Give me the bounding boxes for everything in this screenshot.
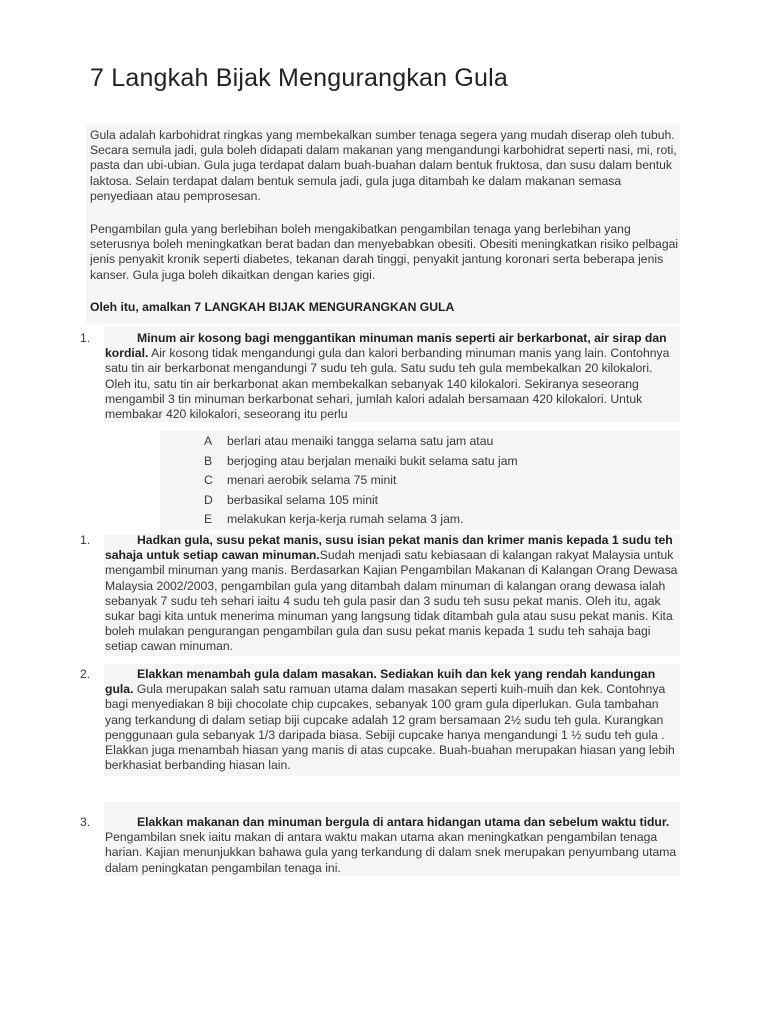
option-text: berlari atau menaiki tangga selama satu jam atau [227, 434, 494, 448]
option-text: berjoging atau berjalan menaiki bukit selama satu jam [227, 453, 518, 468]
intro-paragraph-1: Gula adalah karbohidrat ringkas yang membekalkan sumber tenaga segera yang mudah diserap oleh tubuh. Secara semula jadi, gula boleh didapati dalam makanan yang mengandungi karbohidrat seperti nasi, mi, roti, pasta dan ubi-ubian. Gula juga terdapat dalam buah-buahan dalam bentuk fruktosa, dan susu dalam bentuk laktosa. Selain terdapat dalam bentuk semula jadi, gula juga ditambah ke dalam makanan semasa penyediaan atau pemprosesan. [90, 128, 677, 203]
list-item-body [105, 533, 680, 655]
list-item [80, 533, 680, 655]
intro-paragraph-2: Pengambilan gula yang berlebihan boleh mengakibatkan pengambilan tenaga yang berlebihan yang seterusnya boleh meningkatkan berat badan dan menyebabkan obesiti. Obesiti meningkatkan risiko pelbagai jenis penyakit kronik seperti diabetes, tekanan darah tinggi, penyakit jantung koronari serta beberapa jenis kanser. Gula juga boleh dikaitkan dengan karies gigi. [90, 222, 679, 282]
lead-heading: Oleh itu, amalkan 7 LANGKAH BIJAK MENGURANGKAN GULA [90, 300, 455, 314]
page-title: 7 Langkah Bijak Mengurangkan Gula [90, 64, 508, 92]
list-item [80, 667, 680, 773]
list-item-text: Pengambilan snek iaitu makan di antara waktu makan utama akan meningkatkan pengambilan tenaga harian. Kajian menunjukkan bahawa gula yang terkandung di dalam snek merupakan penyumbang utama dalam peningkatan pengambilan tenaga ini. [105, 830, 677, 875]
list-item-text: Air kosong tidak mengandungi gula dan kalori berbanding minuman manis yang lain. Contohnya satu tin air berkarbonat mengandungi 7 sudu teh gula. Satu sudu teh gula membekalkan 20 kilokalori. Oleh itu, satu tin air berkarbonat akan membekalkan sebanyak 140 kilokalori. Sekiranya seseorang mengambil 3 tin minuman berkarbonat sehari, jumlah kalori adalah bersamaan 420 kilokalori. Untuk membakar 420 kilokalori, seseorang itu perlu [105, 346, 670, 422]
option-text: berbasikal selama 105 minit [227, 492, 379, 507]
option-item [204, 491, 604, 511]
list-item-number: 1. [80, 331, 91, 345]
list-item-heading: Minum air kosong bagi menggantikan minuman manis seperti air berkarbonat, air sirap dan kordial. [105, 331, 667, 361]
list-item-body [105, 815, 680, 876]
option-item [204, 432, 604, 452]
list-item-number: 3. [80, 815, 91, 829]
option-letter: B [204, 453, 213, 468]
list-item-number: 2. [80, 667, 91, 681]
list-item-heading: Elakkan menambah gula dalam masakan. Sediakan kuih dan kek yang rendah kandungan gula. [105, 667, 656, 697]
list-item-text: Gula merupakan salah satu ramuan utama dalam masakan seperti kuih-muih dan kek. Contohnya bagi menyediakan 8 biji chocolate chip cupcakes, sebanyak 100 gram gula diperlukan. Gula tambahan yang terkandung di dalam setiap biji cupcake adalah 12 gram bersamaan 2½ sudu teh gula. Kurangkan penggunaan gula sebanyak 1/3 daripada biasa. Sebiji cupcake hanya mengandungi 1 ½ sudu teh gula . Elakkan juga menambah hiasan yang manis di atas cupcake. Buah-buahan merupakan hiasan yang lebih berkhasiat berbanding hiasan lain. [105, 682, 675, 773]
option-letter: E [204, 512, 213, 527]
list-item-number: 1. [80, 533, 91, 547]
option-letter: C [204, 473, 213, 488]
list-item [80, 331, 680, 422]
list-item-heading: Hadkan gula, susu pekat manis, susu isian pekat manis dan krimer manis kepada 1 sudu teh sahaja untuk setiap cawan minuman. [105, 533, 673, 563]
option-letter: A [204, 434, 213, 448]
list-item [80, 815, 680, 876]
option-item [204, 452, 604, 472]
option-list [204, 432, 604, 530]
option-item [204, 510, 604, 530]
list-item-body [105, 667, 680, 773]
option-text: melakukan kerja-kerja rumah selama 3 jam. [227, 512, 464, 527]
list-item-heading: Elakkan makanan dan minuman bergula di antara hidangan utama dan sebelum waktu tidur. [137, 815, 670, 829]
option-letter: D [204, 492, 213, 507]
option-text: menari aerobik selama 75 minit [227, 473, 397, 488]
list-item-text: Sudah menjadi satu kebiasaan di kalangan rakyat Malaysia untuk mengambil minuman yang manis. Berdasarkan Kajian Pengambilan Makanan di Kalangan Orang Dewasa Malaysia 2002/2003, pengambilan gula yang ditambah dalam minuman di kalangan orang dewasa ialah sebanyak 7 sudu teh sehari iaitu 4 sudu teh gula pasir dan 3 sudu teh susu pekat manis. Oleh itu, agak sukar bagi kita untuk menerima minuman yang langsung tidak ditambah gula atau susu pekat manis. Kita boleh mulakan pengurangan pengambilan gula dan susu pekat manis kepada 1 sudu teh sahaja bagi setiap cawan minuman. [105, 548, 678, 654]
option-item [204, 471, 604, 491]
list-item-body [105, 331, 680, 422]
